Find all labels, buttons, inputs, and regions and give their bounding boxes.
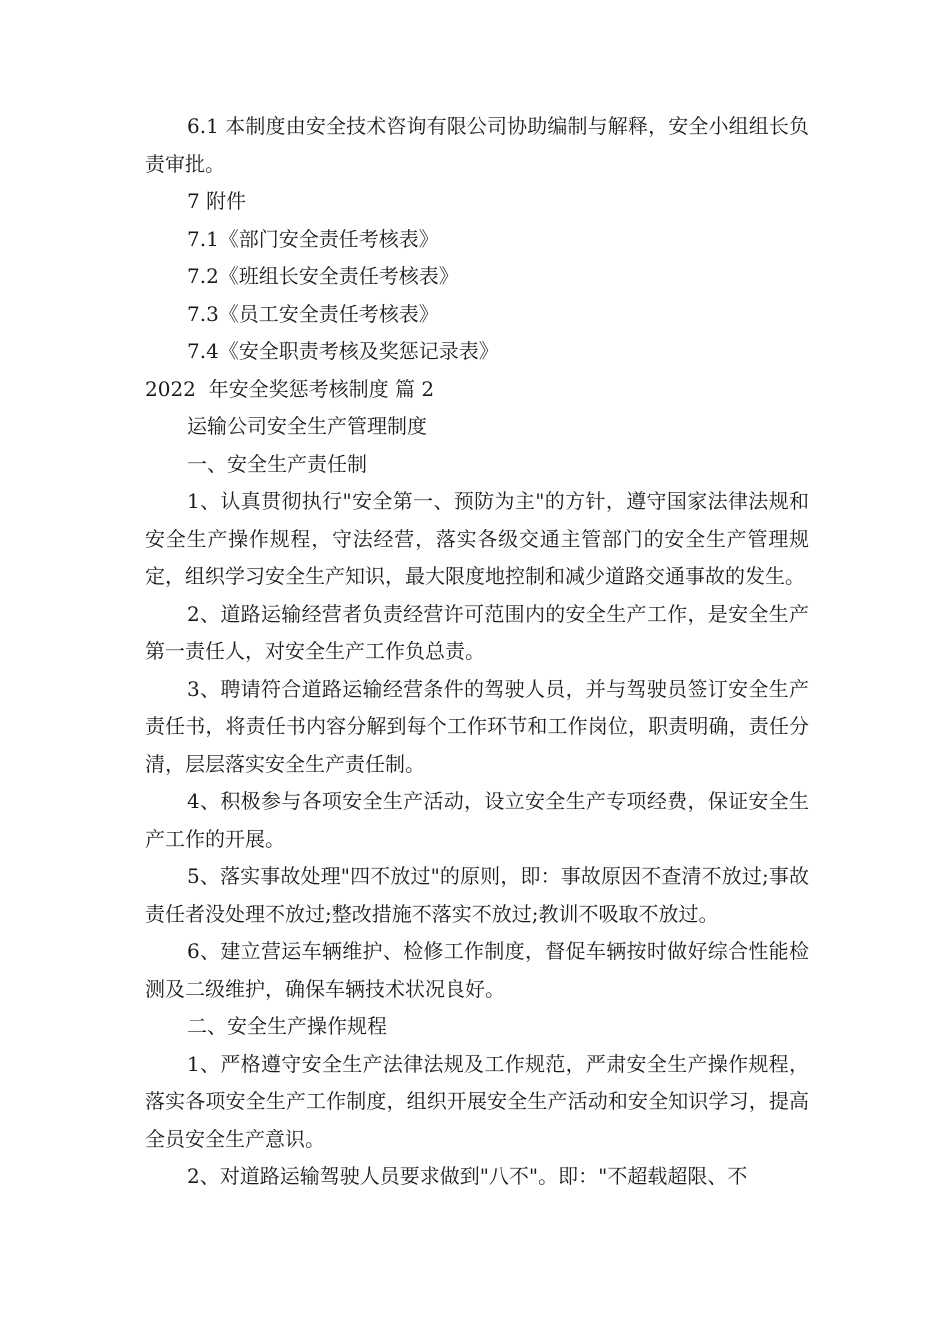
- responsibility-item-5: 5、落实事故处理"四不放过"的原则，即：事故原因不查清不放过;事故责任者没处理不放过;整改措施不落实不放过;教训不吸取不放过。: [145, 864, 809, 926]
- paragraph-6-1: 6.1 本制度由安全技术咨询有限公司协助编制与解释，安全小组组长负责审批。: [145, 114, 809, 176]
- heading-operation-rules: 二、安全生产操作规程: [187, 1014, 387, 1038]
- operation-item-2: 2、对道路运输驾驶人员要求做到"八不"。即："不超载超限、不: [187, 1164, 748, 1188]
- responsibility-item-6: 6、建立营运车辆维护、检修工作制度，督促车辆按时做好综合性能检测及二级维护，确保车辆技术状况良好。: [145, 939, 809, 1001]
- responsibility-item-2: 2、道路运输经营者负责经营许可范围内的安全生产工作，是安全生产第一责任人，对安全生产工作负总责。: [145, 601, 809, 663]
- responsibility-item-1: 1、认真贯彻执行"安全第一、预防为主"的方针，遵守国家法律法规和安全生产操作规程，守法经营，落实各级交通主管部门的安全生产管理规定，组织学习安全生产知识，最大限度地控制和减少道路交通事故的发生。: [145, 489, 809, 588]
- appendix-item-7-3: 7.3《员工安全责任考核表》: [187, 301, 439, 326]
- appendix-item-7-2: 7.2《班组长安全责任考核表》: [187, 264, 459, 288]
- appendix-item-7-1: 7.1《部门安全责任考核表》: [187, 226, 439, 251]
- document-body: [145, 108, 809, 1196]
- heading-responsibility: 一、安全生产责任制: [187, 451, 367, 476]
- operation-item-1: 1、严格遵守安全生产法律法规及工作规范，严肃安全生产操作规程，落实各项安全生产工作制度，组织开展安全生产活动和安全知识学习，提高全员安全生产意识。: [145, 1051, 809, 1151]
- appendix-item-7-4: 7.4《安全职责考核及奖惩记录表》: [187, 339, 499, 363]
- responsibility-item-4: 4、积极参与各项安全生产活动，设立安全生产专项经费，保证安全生产工作的开展。: [145, 789, 809, 851]
- document-subtitle: 运输公司安全生产管理制度: [187, 414, 427, 438]
- heading-appendix: 7 附件: [187, 189, 247, 213]
- section-title-part-2: 2022 年安全奖惩考核制度 篇 2: [145, 376, 435, 401]
- responsibility-item-3: 3、聘请符合道路运输经营条件的驾驶人员，并与驾驶员签订安全生产责任书，将责任书内容分解到每个工作环节和工作岗位，职责明确，责任分清，层层落实安全生产责任制。: [145, 676, 809, 776]
